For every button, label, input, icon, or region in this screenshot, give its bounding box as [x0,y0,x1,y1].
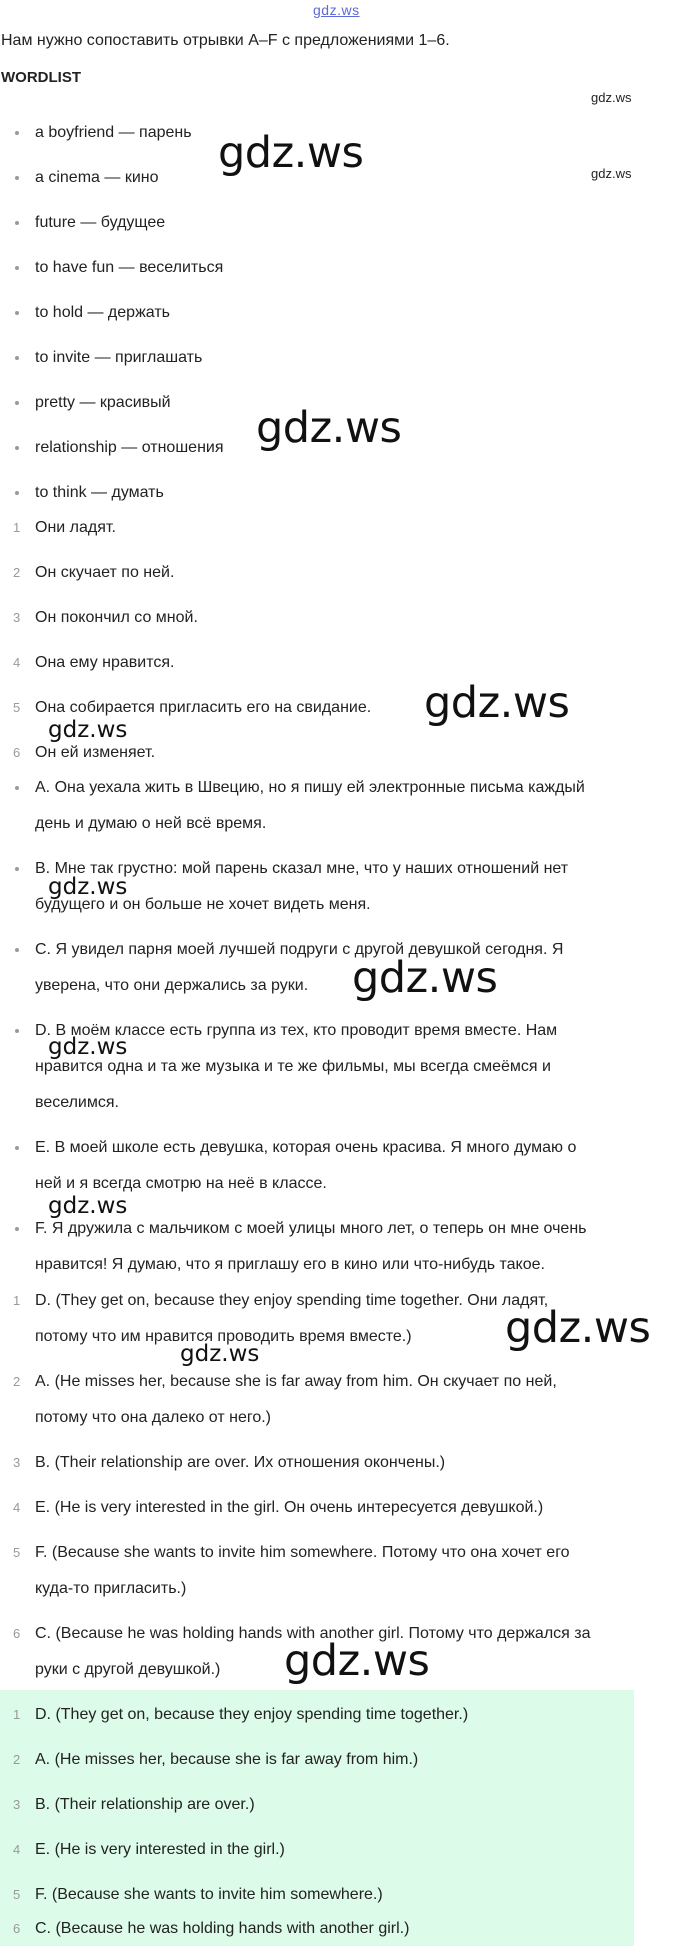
page: gdz.ws Нам нужно сопоставить отрывки A–F с предложениями 1–6. WORDLIST gdz.ws gdz.ws a boyfriend — парень a cinema — кино future — будущее to have fun — веселиться to hold — держать to invite — приглашать pretty — красивый relationship — отношения to think — думать 1 Они ладят. 2 Он скучает по ней. 3 Он покончил со мной. 4 Она ему нравится. 5 Она собирается пригласить его на свидание. 6 Он ей изменяет. A. Она уехала жить в Швецию, но я пишу ей электронные письма каждый день и думаю о ней всё время. B. Мне так грустно: мой парень сказал мне, что у наших отношений нет будущего и он больше не хочет видеть меня. C. Я увидел парня моей лучшей подруги с другой девушкой сегодня. Я уверена, что они держались за руки. D. В моём классе есть группа из тех, кто проводит время вместе. Нам нравится одна и та же музыка и те же фильмы, мы всегда смеёмся и веселимся. E. В моей школе есть девушка, которая очень красива. Я много думаю о ней и я всегда смотрю на неё в классе. F. Я дружила с мальчиком с моей улицы много лет, о теперь он мне очень нравится! Я думаю, что я приглашу его в кино или что-нибудь такое. 1 D. (They get on, because they enjoy spending time together. Они ладят, потому что им нравится проводить время вместе.) 2 A. (He misses her, because she is far away from him. Он скучает по ней, потому что она далеко от него.) 3 B. (Their relationship are over. Их отношения окончены.) 4 E. (He is very interested in the girl. Он очень интересуется девушкой.) 5 F. (Because she wants to invite him somewhere. Потому что она хочет его куда-то пригласить.) 6 C. (Because he was holding hands with another girl. Потому что держался за руки с другой девушкой.) 1 D. (They get on, because they enjoy spending time together.) 2 A. (He misses her, because she is far away from him.) 3 B. (Their relationship are over.) 4 E. (He is very interested in the girl.) 5 F. (Because she wants to invite him somewhere.) 6 C. (Because he was holding hands with another girl.) gdz.ws gdz.ws gdz.ws gdz.ws gdz.ws gdz.ws gdz.ws gdz.ws gdz.ws gdz.ws gdz.ws [0,0,680,1946]
wordlist-heading: WORDLIST [1,69,81,86]
intro-text: Нам нужно сопоставить отрывки A–F с предложениями 1–6. [1,32,450,49]
site-logo-link[interactable]: gdz.ws [313,2,360,18]
watermark: gdz.ws [48,874,128,900]
watermark: gdz.ws [284,1636,430,1686]
watermark: gdz.ws [48,717,128,743]
watermark: gdz.ws [48,1193,128,1219]
watermark: gdz.ws [424,678,570,728]
watermark: gdz.ws [48,1034,128,1060]
watermark: gdz.ws [218,128,364,178]
watermark: gdz.ws [256,403,402,453]
watermark: gdz.ws [352,953,498,1003]
watermark: gdz.ws [180,1341,260,1367]
watermark: gdz.ws [591,90,632,105]
watermark: gdz.ws [505,1303,651,1353]
watermark: gdz.ws [591,166,632,181]
